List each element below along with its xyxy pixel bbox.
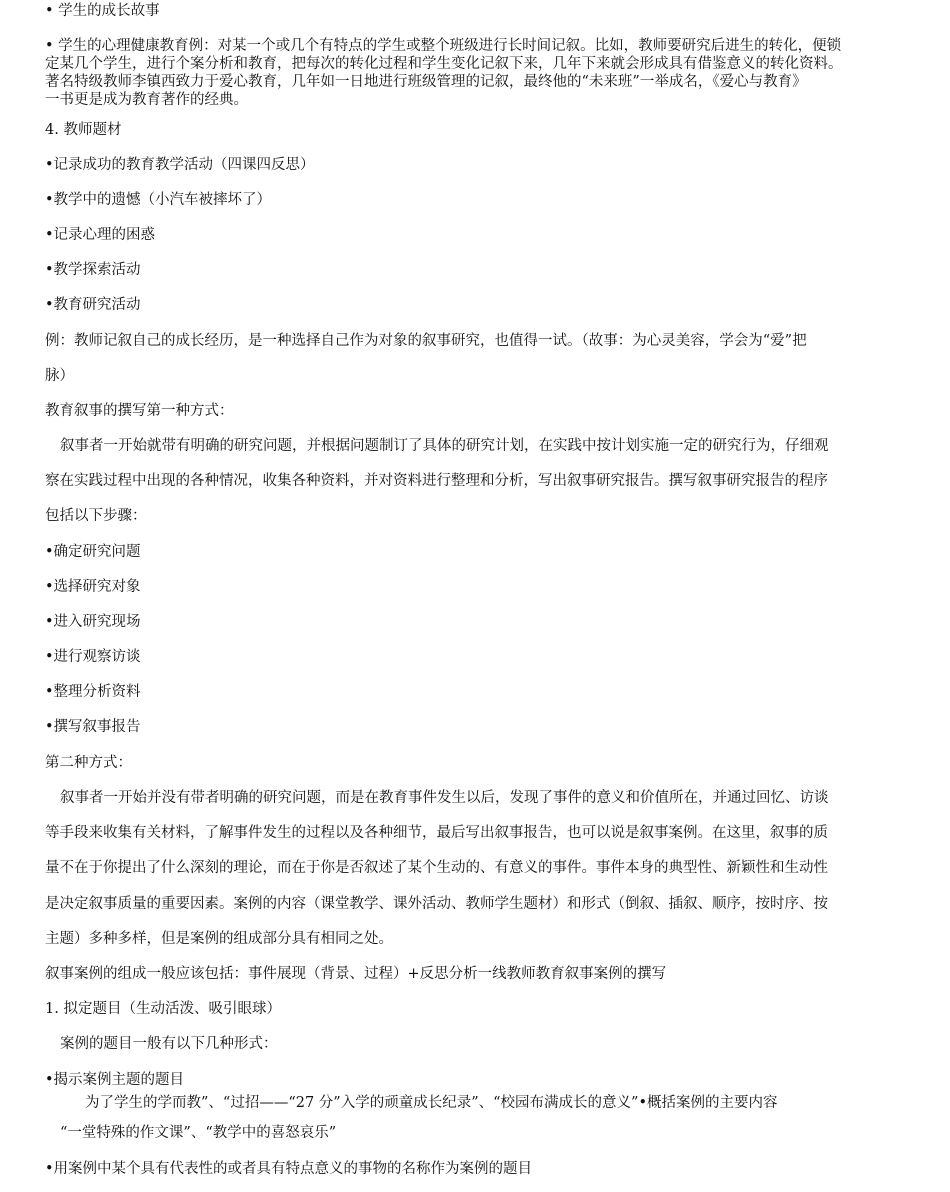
teacher-topic-item: •教学中的遗憾（小汽车被摔坏了）	[45, 192, 272, 208]
theme-title-examples: 为了学生的学而教”、“过招——“27 分”入学的顽童成长纪录”、“校园布满成长的意义”•概括案例的主要内容	[85, 1095, 778, 1111]
heading-title-section: 1. 拟定题目（生动活泼、吸引眼球）	[45, 1001, 281, 1017]
mental-health-line-2: 定某几个学生，进行个案分析和教育，把每次的转化过程和学生变化记叙下来，几年下来就会形成具有借鉴意义的转化资料。	[45, 56, 843, 72]
method-two-para-line-1: 叙事者一开始并没有带者明确的研究问题，而是在教育事件发生以后，发现了事件的意义和价值所在，并通过回忆、访谈	[60, 790, 829, 806]
theme-title-bullet: •揭示案例主题的题目	[45, 1072, 185, 1088]
title-forms-intro: 案例的题目一般有以下几种形式：	[60, 1036, 278, 1052]
mental-health-line-4: 一书更是成为教育著作的经典。	[45, 92, 248, 108]
teacher-topic-item: •教育研究活动	[45, 297, 141, 313]
method-one-step: •选择研究对象	[45, 579, 141, 595]
method-one-step: •进行观察访谈	[45, 649, 141, 665]
method-two-para-line-3: 量不在于你提出了什么深刻的理论，而在于你是否叙述了某个生动的、有意义的事件。事件本身的典型性、新颖性和生动性	[45, 860, 828, 876]
heading-method-one: 教育叙事的撰写第一种方式：	[45, 403, 234, 419]
method-one-step: •整理分析资料	[45, 684, 141, 700]
mental-health-line-1: • 学生的心理健康教育例：对某一个或几个有特点的学生或整个班级进行长时间记叙。比如，教师要研究后进生的转化，便锁	[45, 38, 842, 54]
method-two-para-line-5: 主题）多种多样，但是案例的组成部分具有相同之处。	[45, 931, 393, 947]
teacher-topic-item: •记录心理的困惑	[45, 227, 156, 243]
method-one-para-line-2: 察在实践过程中出现的各种情况，收集各种资料，并对资料进行整理和分析，写出叙事研究报告。撰写叙事研究报告的程序	[45, 473, 828, 489]
example-line-1: 例：教师记叙自己的成长经历，是一种选择自己作为对象的叙事研究，也值得一试。（故事：为心灵美容，学会为“爱”把	[45, 333, 807, 349]
composition-line: 叙事案例的组成一般应该包括：事件展现（背景、过程）+反思分析一线教师教育叙事案例的撰写	[45, 966, 667, 982]
object-title-bullet: •用案例中某个具有代表性的或者具有特点意义的事物的名称作为案例的题目	[45, 1161, 533, 1177]
method-two-para-line-2: 等手段来收集有关材料，了解事件发生的过程以及各种细节，最后写出叙事报告，也可以说是叙事案例。在这里，叙事的质	[45, 825, 828, 841]
content-title-examples: “一堂特殊的作文课”、“教学中的喜怒哀乐”	[60, 1125, 337, 1141]
method-two-para-line-4: 是决定叙事质量的重要因素。案例的内容（课堂教学、课外活动、教师学生题材）和形式（倒叙、插叙、顺序，按时序、按	[45, 896, 828, 912]
bullet-growth-story: • 学生的成长故事	[45, 3, 160, 19]
method-one-step: •撰写叙事报告	[45, 719, 141, 735]
method-one-para-line-1: 叙事者一开始就带有明确的研究问题，并根据问题制订了具体的研究计划，在实践中按计划实施一定的研究行为，仔细观	[60, 438, 829, 454]
example-line-2: 脉）	[45, 368, 74, 384]
heading-teacher-topics: 4. 教师题材	[45, 122, 122, 138]
method-one-para-line-3: 包括以下步骤：	[45, 508, 147, 524]
mental-health-line-3: 著名特级教师李镇西致力于爱心教育，几年如一日地进行班级管理的记叙，最终他的“未来班”一举成名，《爱心与教育》	[45, 74, 807, 90]
method-one-step: •确定研究问题	[45, 544, 141, 560]
teacher-topic-item: •记录成功的教育教学活动（四课四反思）	[45, 157, 315, 173]
teacher-topic-item: •教学探索活动	[45, 262, 141, 278]
method-one-step: •进入研究现场	[45, 614, 141, 630]
heading-method-two: 第二种方式：	[45, 755, 132, 771]
